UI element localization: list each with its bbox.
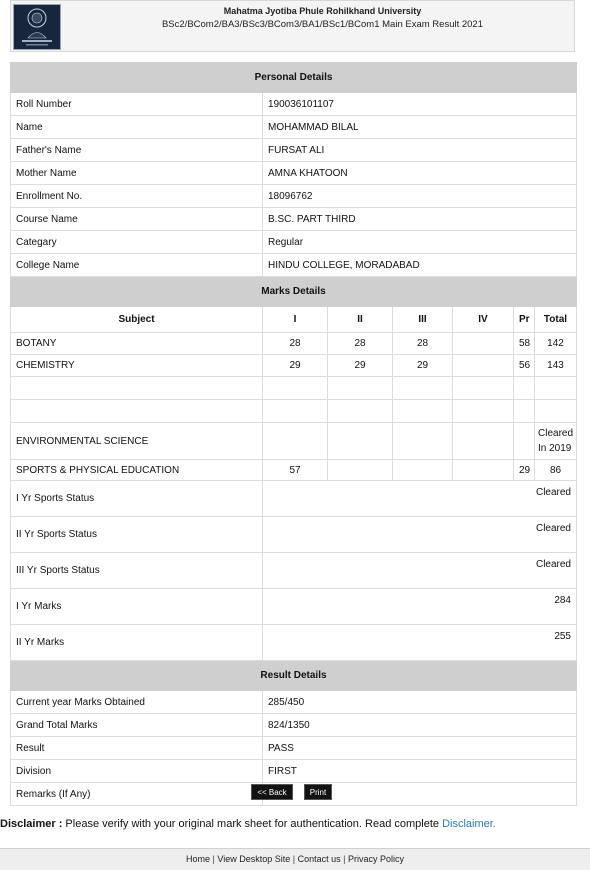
practical-marks: 29	[514, 460, 535, 481]
status-value: Cleared	[263, 481, 577, 517]
field-label: Father's Name	[11, 139, 263, 162]
disclaimer-text: Please verify with your original mark sheet for authentication. Read complete	[62, 818, 443, 830]
footer-contact-link[interactable]: Contact us	[297, 854, 341, 864]
field-label: Enrollment No.	[11, 185, 263, 208]
field-label: Grand Total Marks	[11, 714, 263, 737]
personal-row	[11, 185, 577, 208]
college-value: HINDU COLLEGE, MORADABAD	[263, 254, 577, 277]
print-button[interactable]: Print	[304, 784, 332, 800]
current-marks-value: 285/450	[263, 691, 577, 714]
footer-privacy-link[interactable]: Privacy Policy	[348, 854, 405, 864]
total-marks: 86	[535, 460, 577, 481]
personal-row	[11, 162, 577, 185]
paper-iv-marks	[453, 355, 514, 377]
paper-iii-marks: 29	[393, 355, 453, 377]
field-label: Name	[11, 116, 263, 139]
column-header: III	[393, 307, 453, 333]
practical-marks: 58	[514, 333, 535, 355]
page-header	[10, 0, 575, 52]
status-row	[11, 481, 577, 517]
personal-row	[11, 231, 577, 254]
footer-separator: |	[212, 854, 215, 864]
total-marks: 142	[535, 333, 577, 355]
subject-name: ENVIRONMENTAL SCIENCE	[11, 423, 263, 460]
personal-row	[11, 208, 577, 231]
empty-row	[11, 377, 577, 400]
column-header: Pr	[514, 307, 535, 333]
result-row	[11, 714, 577, 737]
field-label: Division	[11, 760, 263, 783]
status-row	[11, 517, 577, 553]
column-header: Total	[535, 307, 577, 333]
subject-row	[11, 355, 577, 377]
field-label: Result	[11, 737, 263, 760]
footer	[0, 848, 590, 870]
personal-row	[11, 116, 577, 139]
exam-title: BSc2/BCom2/BA3/BSc3/BCom3/BA1/BSc1/BCom1 Main Exam Result 2021	[161, 19, 484, 30]
mother-name-value: AMNA KHATOON	[263, 162, 577, 185]
status-label: II Yr Marks	[11, 625, 263, 661]
status-label: I Yr Marks	[11, 589, 263, 625]
paper-i-marks: 29	[263, 355, 328, 377]
subject-name: CHEMISTRY	[11, 355, 263, 377]
result-row	[11, 737, 577, 760]
field-label: Mother Name	[11, 162, 263, 185]
name-value: MOHAMMAD BILAL	[263, 116, 577, 139]
personal-details-heading: Personal Details	[11, 63, 577, 93]
result-row	[11, 760, 577, 783]
marks-header-row	[11, 307, 577, 333]
category-value: Regular	[263, 231, 577, 254]
status-row	[11, 625, 577, 661]
paper-i-marks: 28	[263, 333, 328, 355]
status-value: 255	[263, 625, 577, 661]
practical-marks: 56	[514, 355, 535, 377]
personal-row	[11, 139, 577, 162]
university-logo	[13, 4, 61, 50]
field-label: Remarks (If Any)	[11, 783, 263, 806]
action-buttons	[0, 784, 590, 802]
marks-details-heading: Marks Details	[11, 277, 577, 307]
field-label: Course Name	[11, 208, 263, 231]
column-header: Subject	[11, 307, 263, 333]
paper-iii-marks: 28	[393, 333, 453, 355]
subject-name: BOTANY	[11, 333, 263, 355]
status-label: I Yr Sports Status	[11, 481, 263, 517]
footer-separator: |	[292, 854, 296, 864]
field-label: Current year Marks Obtained	[11, 691, 263, 714]
subject-name: SPORTS & PHYSICAL EDUCATION	[11, 460, 263, 481]
paper-ii-marks: 28	[328, 333, 393, 355]
enrollment-value: 18096762	[263, 185, 577, 208]
field-label: Roll Number	[11, 93, 263, 116]
column-header: IV	[453, 307, 514, 333]
status-value: Cleared	[263, 553, 577, 589]
status-row	[11, 589, 577, 625]
grand-total-value: 824/1350	[263, 714, 577, 737]
environmental-status: Cleared In 2019	[535, 423, 577, 460]
result-value: PASS	[263, 737, 577, 760]
result-details-heading: Result Details	[11, 661, 577, 691]
division-value: FIRST	[263, 760, 577, 783]
status-value: 284	[263, 589, 577, 625]
footer-home-link[interactable]: Home	[185, 854, 210, 864]
paper-ii-marks: 29	[328, 355, 393, 377]
field-label: Categary	[11, 231, 263, 254]
field-label: College Name	[11, 254, 263, 277]
roll-number-value: 190036101107	[263, 93, 577, 116]
footer-separator: |	[343, 854, 346, 864]
subject-row	[11, 333, 577, 355]
sports-row	[11, 460, 577, 481]
disclaimer-label: Disclaimer :	[0, 818, 63, 830]
status-row	[11, 553, 577, 589]
university-name: Mahatma Jyotiba Phule Rohilkhand University	[223, 6, 422, 16]
course-value: B.SC. PART THIRD	[263, 208, 577, 231]
result-row	[11, 691, 577, 714]
total-marks: 143	[535, 355, 577, 377]
footer-desktop-site-link[interactable]: View Desktop Site	[217, 854, 291, 864]
father-name-value: FURSAT ALI	[263, 139, 577, 162]
empty-row	[11, 400, 577, 423]
status-label: III Yr Sports Status	[11, 553, 263, 589]
result-table	[10, 62, 577, 806]
environmental-science-row	[11, 423, 577, 460]
back-button[interactable]: << Back	[251, 784, 293, 800]
column-header: I	[263, 307, 328, 333]
column-header: II	[328, 307, 393, 333]
paper-i-marks: 57	[263, 460, 328, 481]
status-value: Cleared	[263, 517, 577, 553]
status-label: II Yr Sports Status	[11, 517, 263, 553]
paper-iv-marks	[453, 333, 514, 355]
disclaimer	[0, 818, 496, 830]
personal-row	[11, 254, 577, 277]
disclaimer-link[interactable]: Disclaimer.	[442, 818, 496, 830]
personal-row	[11, 93, 577, 116]
